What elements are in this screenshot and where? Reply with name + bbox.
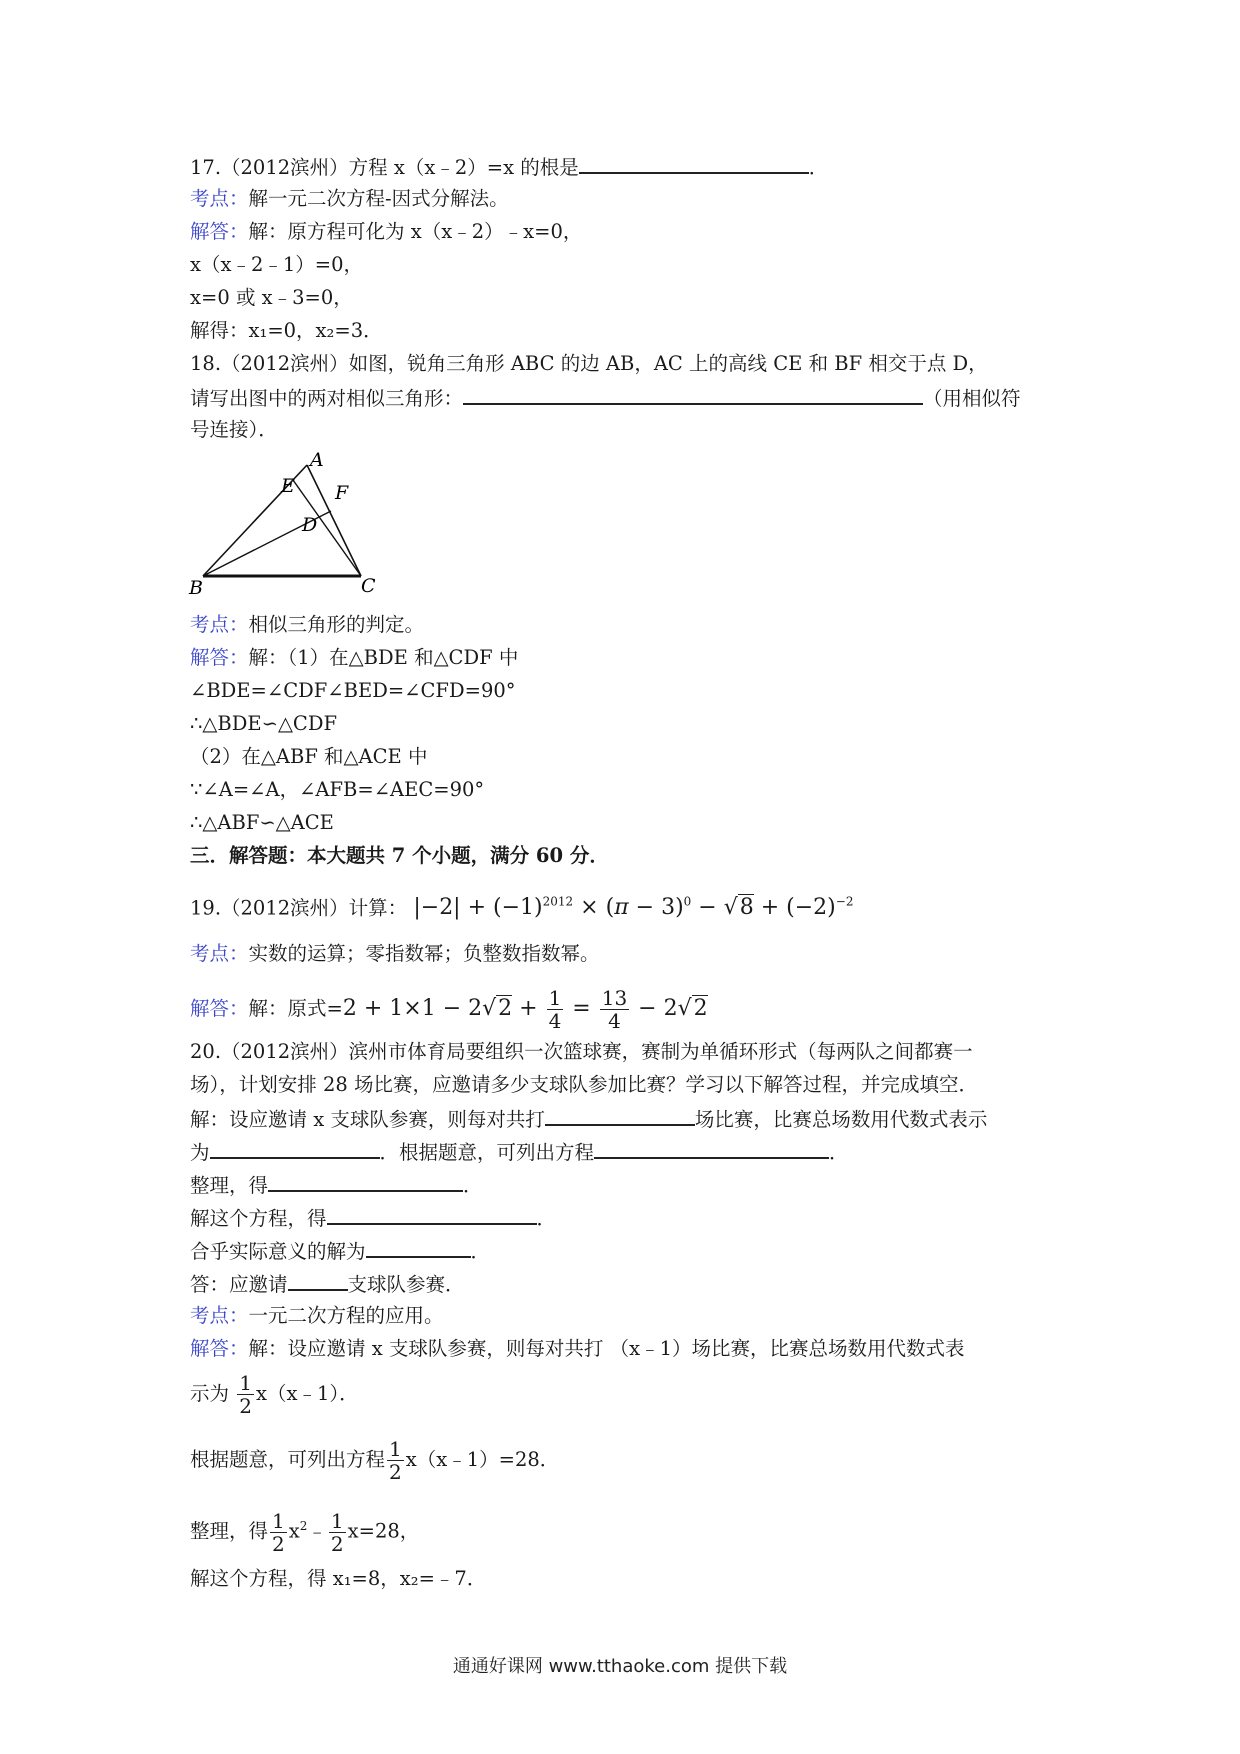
q18-solution-line: ∴△BDE∽△CDF — [190, 712, 338, 735]
label-C: C — [361, 575, 376, 597]
q17-solution-line: x=0 或 x﹣3=0， — [190, 286, 353, 309]
q17-solution-line: 解答：解：原方程可化为 x（x﹣2）﹣x=0， — [190, 220, 583, 243]
q17-answer-blank — [579, 152, 809, 174]
q18-stem: 18.（2012滨州）如图，锐角三角形 ABC 的边 AB，AC 上的高线 CE 和 BF 相交于点 D， — [190, 352, 988, 375]
q18-kaodian: 考点：相似三角形的判定。 — [190, 613, 425, 636]
q20-stem: 解：设应邀请 x 支球队参赛，则每对共打 场比赛，比赛总场数用代数式表示 — [190, 1104, 987, 1134]
label-F: F — [335, 482, 349, 504]
q17-stem: 17.（2012滨州）方程 x（x﹣2）=x 的根是 ． — [190, 152, 828, 182]
q20-blank-4 — [268, 1170, 463, 1192]
q18-solution-line: ∠BDE=∠CDF∠BED=∠CFD=90° — [190, 679, 516, 702]
q17-solution-line: 解得：x₁=0，x₂=3． — [190, 319, 383, 342]
q20-stem: 解这个方程，得 ． — [190, 1203, 556, 1233]
q20-solution-line: 根据题意，可列出方程 $\frac{1}{2}$ x（x﹣1）=28． — [190, 1437, 560, 1484]
q20-blank-7 — [288, 1269, 348, 1291]
q19-solution: 解答：解：原式=2 + 1×1 − 2√2 + $\frac{1}{4}$ = $\frac{13}{4}$ − 2√2 — [190, 986, 708, 1033]
q18-stem: 请写出图中的两对相似三角形： （用相似符 — [190, 383, 1021, 413]
q20-blank-5 — [327, 1203, 537, 1225]
q18-stem: 号连接）． — [190, 418, 278, 441]
section-heading: 三．解答题：本大题共 7 个小题，满分 60 分． — [190, 844, 609, 867]
q20-stem: 场），计划安排 28 场比赛，应邀请多少支球队参加比赛？学习以下解答过程，并完成填空． — [190, 1073, 978, 1096]
q18-solution-line: 解答：解：（1）在△BDE 和△CDF 中 — [190, 646, 519, 669]
q20-blank-3 — [594, 1137, 829, 1159]
q19-kaodian: 考点：实数的运算；零指数幂；负整数指数幂。 — [190, 942, 600, 965]
q18-solution-line: （2）在△ABF 和△ACE 中 — [190, 745, 428, 768]
q18-solution-line: ∴△ABF∽△ACE — [190, 811, 334, 834]
label-D: D — [302, 514, 318, 536]
q20-blank-6 — [366, 1236, 471, 1258]
q20-stem: 整理，得 ． — [190, 1170, 483, 1200]
q17-solution-line: x（x﹣2﹣1）=0， — [190, 253, 364, 276]
label-B: B — [189, 577, 203, 599]
q20-solution-line: 示为 $\frac{1}{2}$ x（x﹣1）． — [190, 1371, 359, 1418]
q19-stem: 19.（2012滨州）计算： $|-2| + (-1)^{2012} \times (\pi - 3)^0 - √8 + (-2)^{-2}$ — [190, 895, 854, 921]
label-E: E — [281, 475, 295, 497]
q20-blank-2 — [210, 1137, 380, 1159]
q18-answer-blank — [463, 383, 923, 405]
q17-kaodian: 考点：解一元二次方程-因式分解法。 — [190, 187, 509, 210]
q20-solution-line: 解答：解：设应邀请 x 支球队参赛，则每对共打 （x﹣1）场比赛，比赛总场数用代数式表 — [190, 1337, 965, 1360]
q20-solution-line: 解这个方程，得 x₁=8，x₂=﹣7． — [190, 1567, 487, 1590]
triangle-figure — [185, 452, 405, 600]
label-A: A — [310, 452, 324, 471]
q20-kaodian: 考点：一元二次方程的应用。 — [190, 1304, 444, 1327]
q20-stem: 答：应邀请 支球队参赛． — [190, 1269, 465, 1299]
q20-stem: 20.（2012滨州）滨州市体育局要组织一次篮球赛，赛制为单循环形式（每两队之间都赛一 — [190, 1040, 973, 1063]
page-footer: 通通好课网 www.tthaoke.com 提供下载 — [452, 1656, 788, 1677]
q19-expression: $|-2| + (-1)^{2012} \times (\pi - 3)^0 - √8 + (-2)^{-2}$ — [413, 895, 854, 921]
q20-blank-1 — [545, 1104, 695, 1126]
q20-stem: 合乎实际意义的解为 ． — [190, 1236, 490, 1266]
q20-solution-line: 整理，得 $\frac{1}{2}$ $x^2﹣$ $\frac{1}{2}$ x=28， — [190, 1508, 420, 1556]
q18-solution-line: ∵∠A=∠A，∠AFB=∠AEC=90° — [190, 778, 485, 801]
q20-stem: 为 ．根据题意，可列出方程 ． — [190, 1137, 849, 1167]
